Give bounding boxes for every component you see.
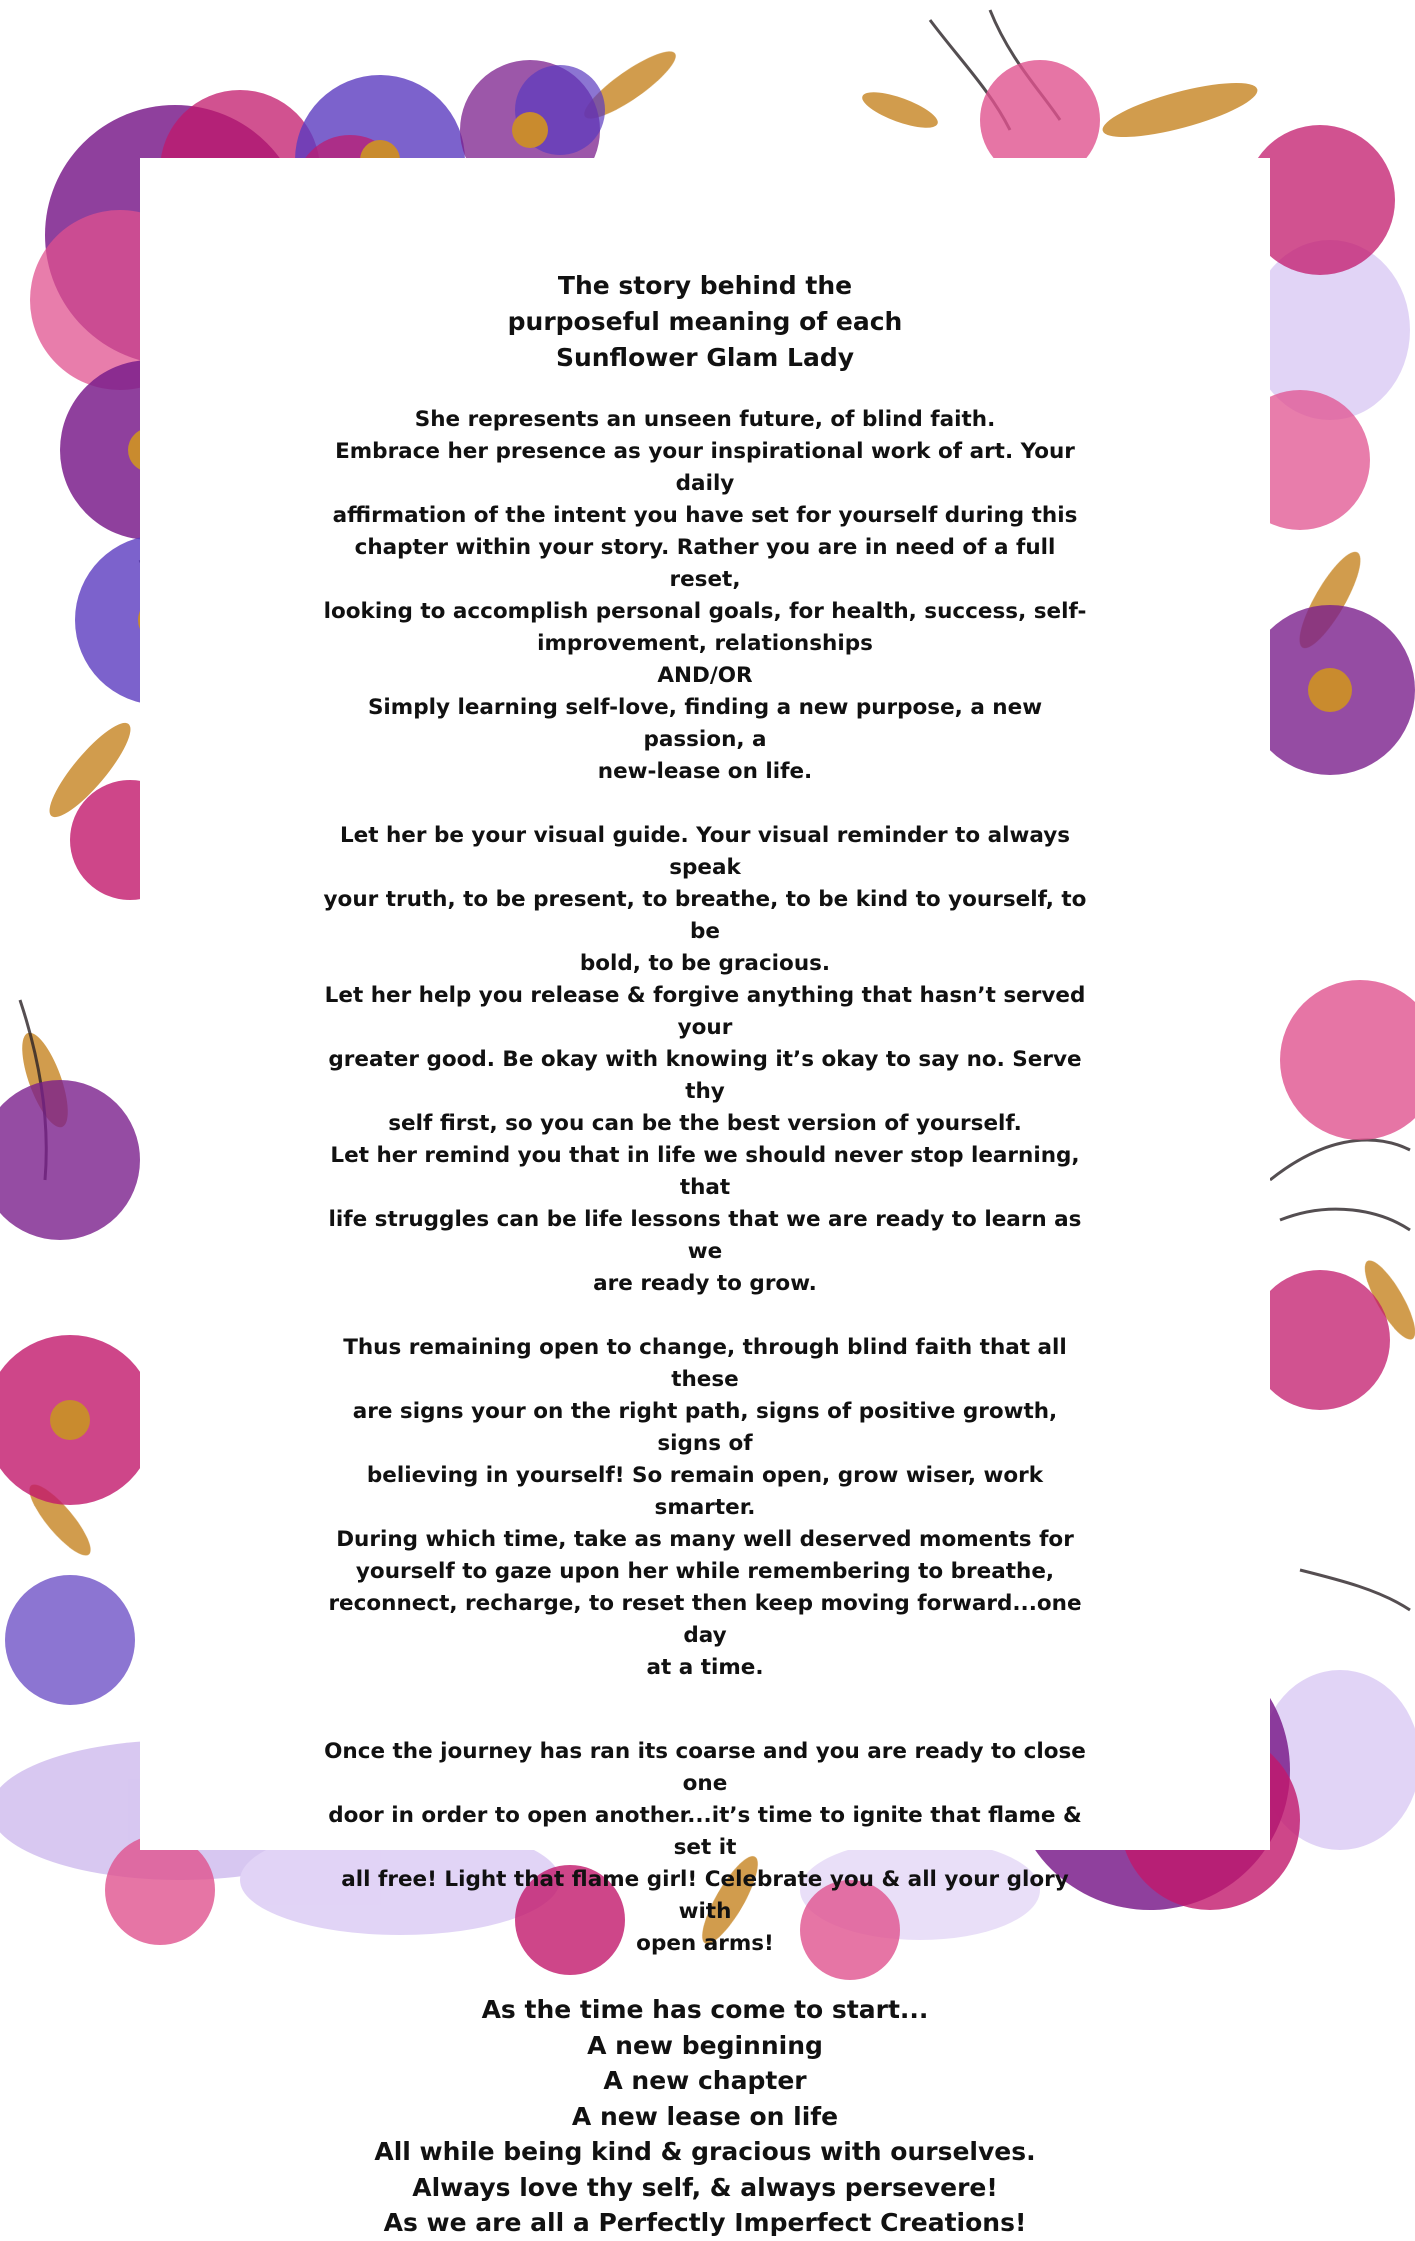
text-line: affirmation of the intent you have set for yourself during this [332,503,1078,528]
closing-line: A new beginning [587,2030,823,2060]
text-line: reconnect, recharge, to reset then keep moving forward...one day [328,1591,1082,1648]
text-line: chapter within your story. Rather you are in need of a full reset, [354,535,1056,592]
text-line: are signs your on the right path, signs of positive growth, signs of [352,1399,1058,1456]
closing-line: As the time has come to start... [481,1995,929,2024]
paragraph-open-to-change [320,1332,1090,1684]
text-line: your truth, to be present, to breathe, to be kind to yourself, to be [323,887,1087,944]
text-line: life struggles can be life lessons that we are ready to learn as we [328,1207,1082,1264]
text-line: new-lease on life. [597,759,813,784]
closing-line: As we are all a Perfectly Imperfect Creations! [383,2208,1027,2237]
text-line: self first, so you can be the best version of yourself. [388,1111,1022,1136]
text-line: AND/OR [657,663,753,688]
text-line: yourself to gaze upon her while remembering to breathe, [355,1559,1055,1584]
text-line: Let her remind you that in life we should never stop learning, that [330,1143,1080,1200]
closing-line: A new lease on life [571,2101,839,2131]
closing-line: A new chapter [603,2066,807,2095]
text-line: Let her help you release & forgive anything that hasn’t served your [324,983,1086,1040]
paragraph-unseen-future [320,404,1090,788]
story-text [320,268,1090,2241]
text-line: greater good. Be okay with knowing it’s okay to say no. Serve thy [328,1047,1082,1104]
paragraph-visual-guide [320,820,1090,1300]
text-line: at a time. [646,1655,764,1680]
text-line: all free! Light that flame girl! Celebrate you & all your glory with [341,1867,1069,1924]
text-line: bold, to be gracious. [579,951,831,976]
text-line: open arms! [636,1931,774,1956]
paragraph-journey [320,1736,1090,1960]
text-line: improvement, relationships [537,631,873,656]
closing-affirmations [320,1992,1090,2241]
text-line: believing in yourself! So remain open, grow wiser, work smarter. [366,1463,1044,1520]
closing-line: All while being kind & gracious with ourselves. [374,2137,1036,2166]
text-line: door in order to open another...it’s time to ignite that flame & set it [328,1803,1082,1860]
text-line: are ready to grow. [593,1271,817,1296]
text-line: Embrace her presence as your inspirational work of art. Your daily [335,439,1075,496]
story-title [320,268,1090,376]
text-line: Simply learning self-love, finding a new purpose, a new passion, a [367,695,1043,752]
text-line: During which time, take as many well deserved moments for [336,1527,1074,1552]
text-line: looking to accomplish personal goals, for health, success, self- [323,599,1087,624]
text-line: Let her be your visual guide. Your visual reminder to always speak [339,823,1071,880]
title-line: purposeful meaning of each [507,307,903,336]
text-line: She represents an unseen future, of blind faith. [414,407,996,432]
title-line: The story behind the [557,271,853,300]
title-line: Sunflower Glam Lady [555,343,855,372]
text-line: Once the journey has ran its coarse and you are ready to close one [324,1739,1086,1796]
text-line: Thus remaining open to change, through blind faith that all these [343,1335,1067,1392]
closing-line: Always love thy self, & always persevere! [412,2172,998,2202]
